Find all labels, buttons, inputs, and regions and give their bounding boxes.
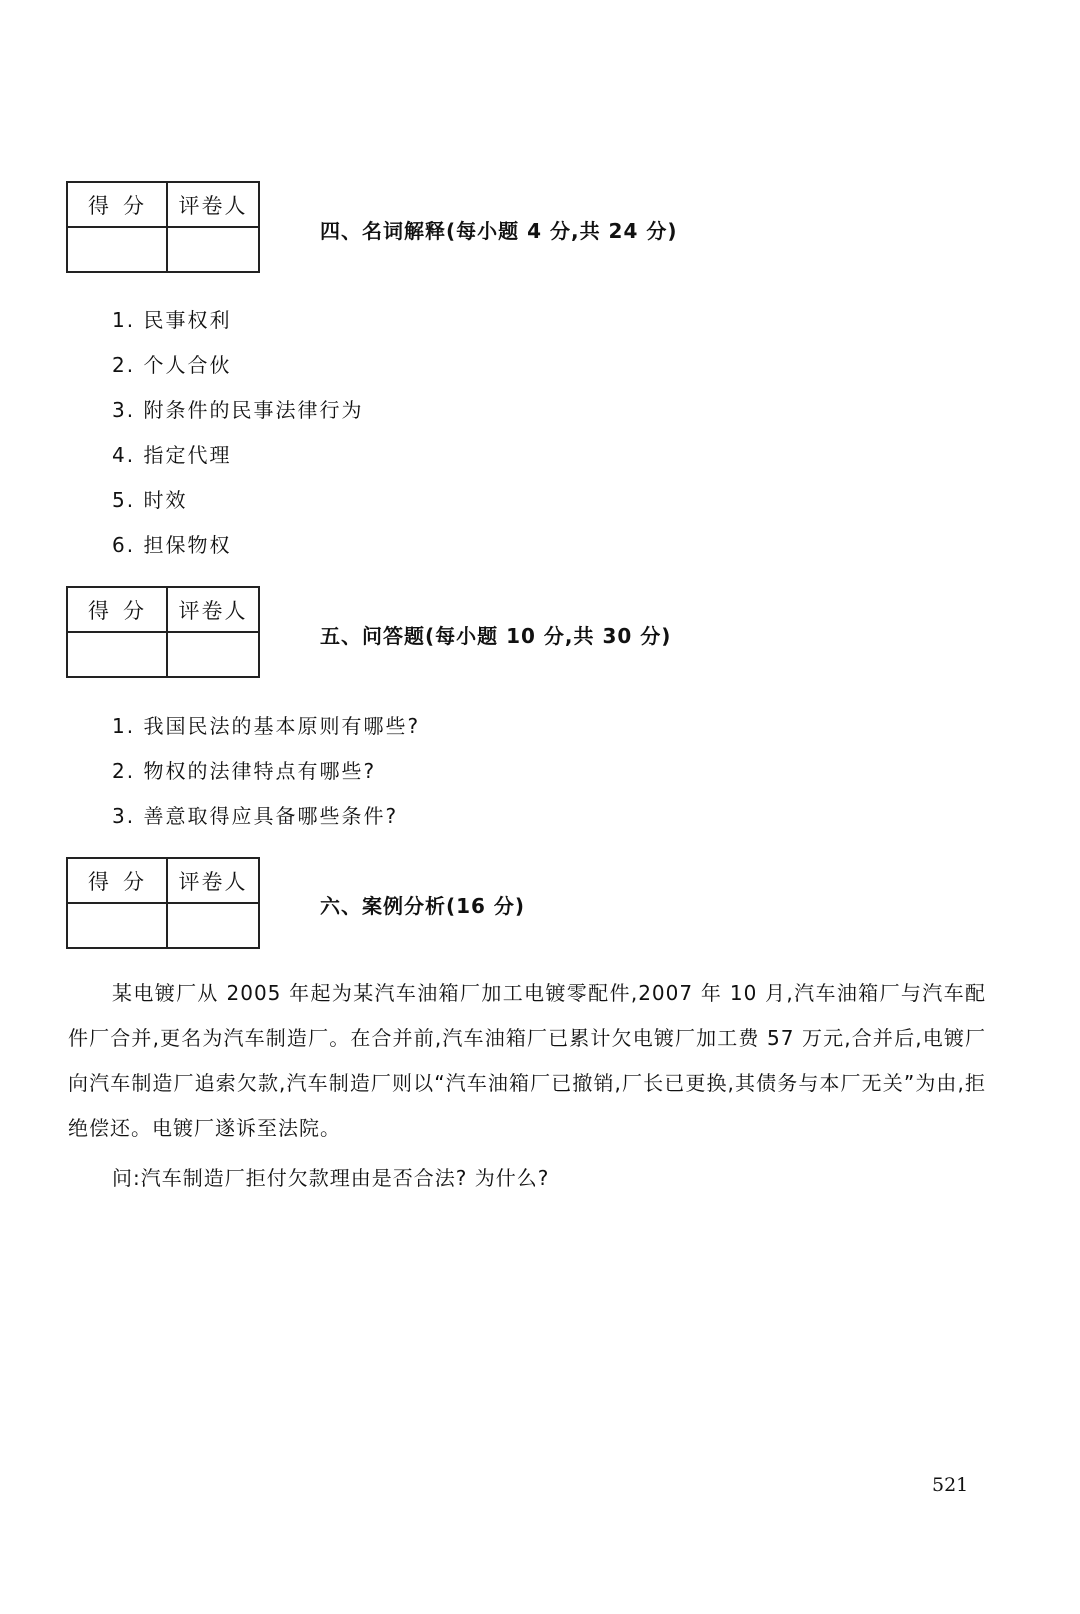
- list-item: 6. 担保物权: [112, 533, 232, 557]
- grader-label: 评卷人: [167, 587, 259, 632]
- list-item: 3. 附条件的民事法律行为: [112, 398, 364, 422]
- list-item: 1. 我国民法的基本原则有哪些?: [112, 714, 421, 738]
- list-item: 2. 个人合伙: [112, 353, 232, 377]
- grader-cell: [167, 227, 259, 272]
- score-table-section4: [66, 181, 260, 273]
- list-item: 3. 善意取得应具备哪些条件?: [112, 804, 399, 828]
- score-table-section5: [66, 586, 260, 678]
- section5-title: 五、问答题(每小题 10 分,共 30 分): [320, 624, 672, 648]
- score-cell: [67, 632, 167, 677]
- section4-title: 四、名词解释(每小题 4 分,共 24 分): [320, 219, 678, 243]
- list-item: 4. 指定代理: [112, 443, 232, 467]
- score-cell: [67, 903, 167, 948]
- case-question: 问:汽车制造厂拒付欠款理由是否合法? 为什么?: [112, 1166, 550, 1190]
- section6-title: 六、案例分析(16 分): [320, 894, 526, 918]
- grader-label: 评卷人: [167, 858, 259, 903]
- page-number: 521: [932, 1474, 969, 1496]
- score-label: 得分: [67, 182, 167, 227]
- grader-label: 评卷人: [167, 182, 259, 227]
- list-item: 1. 民事权利: [112, 308, 232, 332]
- score-label: 得分: [67, 858, 167, 903]
- score-label: 得分: [67, 587, 167, 632]
- case-paragraph: 某电镀厂从 2005 年起为某汽车油箱厂加工电镀零配件,2007 年 10 月,汽车油箱厂与汽车配件厂合并,更名为汽车制造厂。在合并前,汽车油箱厂已累计欠电镀厂加工费 57 万元,合并后,电镀厂向汽车制造厂追索欠款,汽车制造厂则以“汽车油箱厂已撤销,厂长已更换,其债务与本厂无关”为由,拒绝偿还。电镀厂遂诉至法院。: [68, 981, 986, 1140]
- list-item: 5. 时效: [112, 488, 188, 512]
- grader-cell: [167, 632, 259, 677]
- score-cell: [67, 227, 167, 272]
- grader-cell: [167, 903, 259, 948]
- score-table-section6: [66, 857, 260, 949]
- list-item: 2. 物权的法律特点有哪些?: [112, 759, 377, 783]
